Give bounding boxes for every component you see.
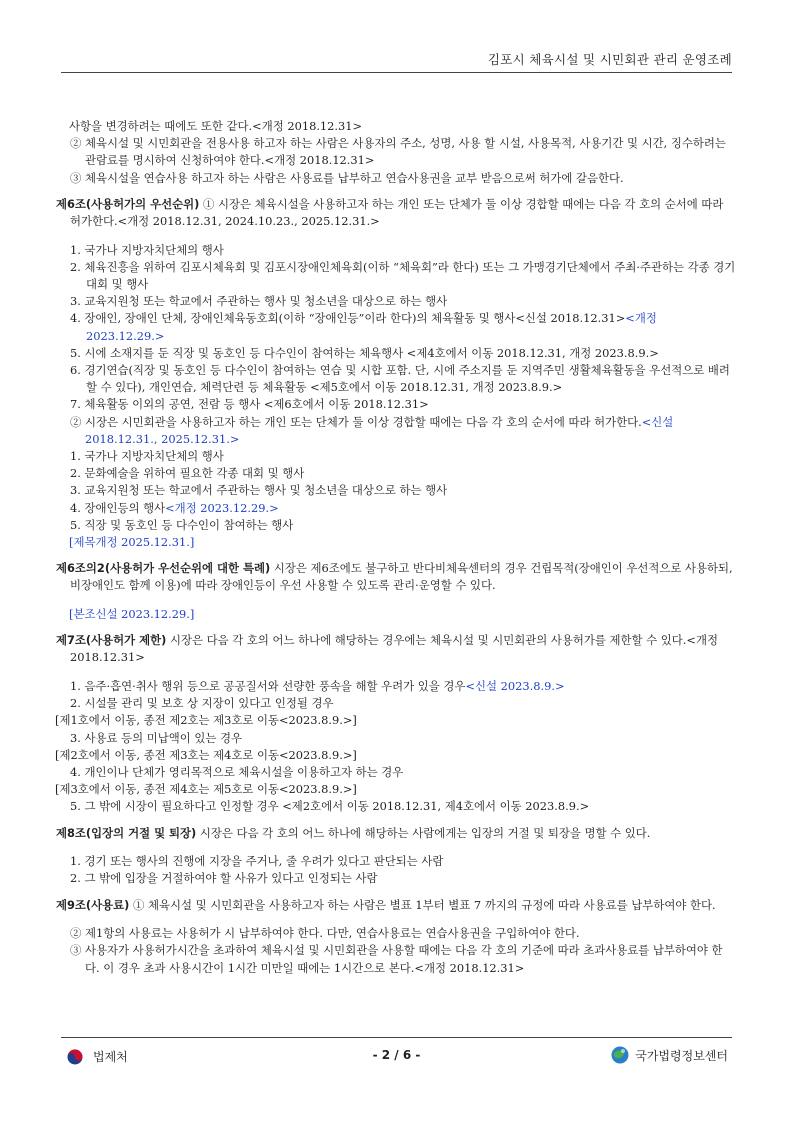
article-8 [56, 825, 737, 842]
list-item: 2. 그 밖에 입장을 거절하여야 할 사유가 있다고 인정되는 사람 [70, 871, 378, 886]
amendment-link[interactable]: <개정 2023.12.29.> [86, 311, 657, 343]
article-9-text: ① 체육시설 및 시민회관을 사용하고자 하는 사람은 별표 1부터 별표 7 까지의 규정에 따라 사용료를 납부하여야 한다. [129, 897, 716, 912]
amendment-note[interactable]: [본조신설 2023.12.29.] [69, 607, 195, 622]
paragraph: ② 제1항의 사용료는 사용허가 시 납부하여야 한다. 다만, 연습사용료는 연습사용권을 구입하여야 한다. [70, 926, 580, 941]
page-footer [61, 1037, 732, 1078]
paragraph-2: ② 체육시설 및 시민회관을 전용사용 하고자 하는 사람은 사용자의 주소, 성명, 사용 할 시설, 사용목적, 사용기간 및 시간, 징수하려는 관람료를 명시하여 신청하여야 한다.<개정 2018.12.31> [70, 136, 726, 168]
article-6 [56, 196, 737, 230]
paragraph-3: ③ 체육시설을 연습사용 하고자 하는 사람은 사용료를 납부하고 연습사용권을 교부 받음으로써 허가에 갈음한다. [70, 170, 624, 185]
article-8-title: 제8조(입장의 거절 및 퇴장) [56, 825, 197, 840]
list-item: 1. 국가나 지방자치단체의 행사 [70, 449, 224, 464]
list-item: 6. 경기연습(직장 및 동호인 등 다수인이 참여하는 연습 및 시합 포함. 단, 시에 주소지를 둔 지역주민 생활체육활동을 우선적으로 배려할 수 있다), 개인연습, 체력단련 등 체육활동 <제5호에서 이동 2018.12.31, 개정 2023.8.9.> [70, 363, 730, 395]
list-item: 3. 교육지원청 또는 학교에서 주관하는 행사 및 청소년을 대상으로 하는 행사 [70, 294, 448, 309]
amendment-link[interactable]: <개정 2023.12.29.> [165, 500, 279, 515]
item-text: 4. 장애인등의 행사 [70, 500, 166, 515]
article-6-text: ① 시장은 체육시설을 사용하고자 하는 개인 또는 단체가 둘 이상 경합할 때에는 다음 각 호의 순서에 따라 허가한다.<개정 2018.12.31, 2024.10.23., 2025.12.31.> [70, 196, 724, 229]
paragraph: ③ 사용자가 사용허가시간을 초과하여 체육시설 및 시민회관을 사용할 때에는 다음 각 호의 기준에 따라 초과사용료를 납부하여야 한다. 이 경우 초과 사용시간이 1시간 미만일 때에는 1시간으로 본다.<개정 2018.12.31> [70, 943, 723, 975]
article-9 [56, 897, 737, 914]
list-item: 1. 국가나 지방자치단체의 행사 [70, 242, 224, 257]
list-item: 3. 사용료 등의 미납액이 있는 경우 [70, 730, 243, 745]
list-item: 2. 문화예술을 위하여 필요한 각종 대회 및 행사 [70, 466, 305, 481]
list-item [56, 678, 737, 695]
list-item [56, 500, 737, 517]
amendment-link[interactable]: <신설 2023.8.9.> [465, 679, 565, 694]
article-8-text: 시장은 다음 각 호의 어느 하나에 해당하는 사람에게는 입장의 거절 및 퇴장을 명할 수 있다. [196, 825, 651, 840]
page-header [61, 46, 732, 73]
item-text: 1. 음주·흡연·취사 행위 등으로 공공질서와 선량한 풍속을 해할 우려가 있을 경우 [70, 679, 466, 694]
article-6-2-text: 시장은 제6조에도 불구하고 반다비체육센터의 경우 건립목적(장애인이 우선적으로 사용하되, 비장애인도 함께 이용)에 따라 장애인등이 우선 사용할 수 있도록 관리·운영할 수 있다. [70, 561, 733, 593]
article-6-title: 제6조(사용허가의 우선순위) [56, 196, 200, 211]
document-title: 김포시 체육시설 및 시민회관 관리 운영조례 [487, 52, 732, 67]
article-9-title: 제9조(사용료) [56, 897, 130, 912]
list-item [56, 310, 737, 344]
page-number: - 2 / 6 - [372, 1048, 421, 1062]
article-7-title: 제7조(사용허가 제한) [56, 633, 167, 648]
move-note: [제2호에서 이동, 종전 제3호는 제4호로 이동<2023.8.9.>] [55, 747, 357, 762]
amendment-note[interactable]: [제목개정 2025.12.31.] [69, 535, 195, 550]
article-7 [56, 632, 737, 666]
globe-icon [611, 1046, 629, 1064]
footer-right [611, 1046, 728, 1064]
paragraph [56, 414, 737, 448]
amendment-link[interactable]: <신설 2018.12.31., 2025.12.31.> [85, 414, 674, 446]
list-item: 1. 경기 또는 행사의 진행에 지장을 주거나, 줄 우려가 있다고 판단되는 사람 [70, 854, 444, 869]
move-note: [제3호에서 이동, 종전 제4호는 제5호로 이동<2023.8.9.>] [55, 782, 357, 797]
list-item: 3. 교육지원청 또는 학교에서 주관하는 행사 및 청소년을 대상으로 하는 행사 [70, 483, 448, 498]
item-text: 4. 장애인, 장애인 단체, 장애인체육동호회(이하 “장애인등”이라 한다)의 체육활동 및 행사<신설 2018.12.31> [70, 311, 626, 326]
list-item: 5. 직장 및 동호인 등 다수인이 참여하는 행사 [70, 517, 294, 532]
move-note: [제1호에서 이동, 종전 제2호는 제3호로 이동<2023.8.9.>] [55, 713, 357, 728]
center-name: 국가법령정보센터 [635, 1048, 728, 1063]
article-7-text: 시장은 다음 각 호의 어느 하나에 해당하는 경우에는 체육시설 및 시민회관의 사용허가를 제한할 수 있다.<개정 2018.12.31> [70, 633, 718, 665]
article-6-2 [56, 560, 737, 594]
list-item: 5. 시에 소재지를 둔 직장 및 동호인 등 다수인이 참여하는 체육행사 <제4호에서 이동 2018.12.31, 개정 2023.8.9.> [70, 345, 659, 360]
list-item: 4. 개인이나 단체가 영리목적으로 체육시설을 이용하고자 하는 경우 [70, 765, 404, 780]
document-body [56, 118, 737, 977]
list-item: 2. 체육진흥을 위하여 김포시체육회 및 김포시장애인체육회(이하 “체육회”라 한다) 또는 그 가맹경기단체에서 주최·주관하는 각종 경기대회 및 행사 [70, 259, 736, 292]
paragraph-text: ② 시장은 시민회관을 사용하고자 하는 개인 또는 단체가 둘 이상 경합할 때에는 다음 각 호의 순서에 따라 허가한다. [70, 414, 642, 429]
list-item: 2. 시설물 관리 및 보호 상 지장이 있다고 인정될 경우 [70, 696, 334, 711]
text-line: 사항을 변경하려는 때에도 또한 같다.<개정 2018.12.31> [69, 119, 363, 133]
ministry-name: 법제처 [93, 1050, 128, 1064]
article-6-2-title: 제6조의2(사용허가 우선순위에 대한 특례) [56, 561, 271, 576]
list-item: 7. 체육활동 이외의 공연, 전람 등 행사 <제6호에서 이동 2018.12.31> [70, 397, 429, 412]
list-item: 5. 그 밖에 시장이 필요하다고 인정할 경우 <제2호에서 이동 2018.12.31, 제4호에서 이동 2023.8.9.> [70, 799, 590, 814]
